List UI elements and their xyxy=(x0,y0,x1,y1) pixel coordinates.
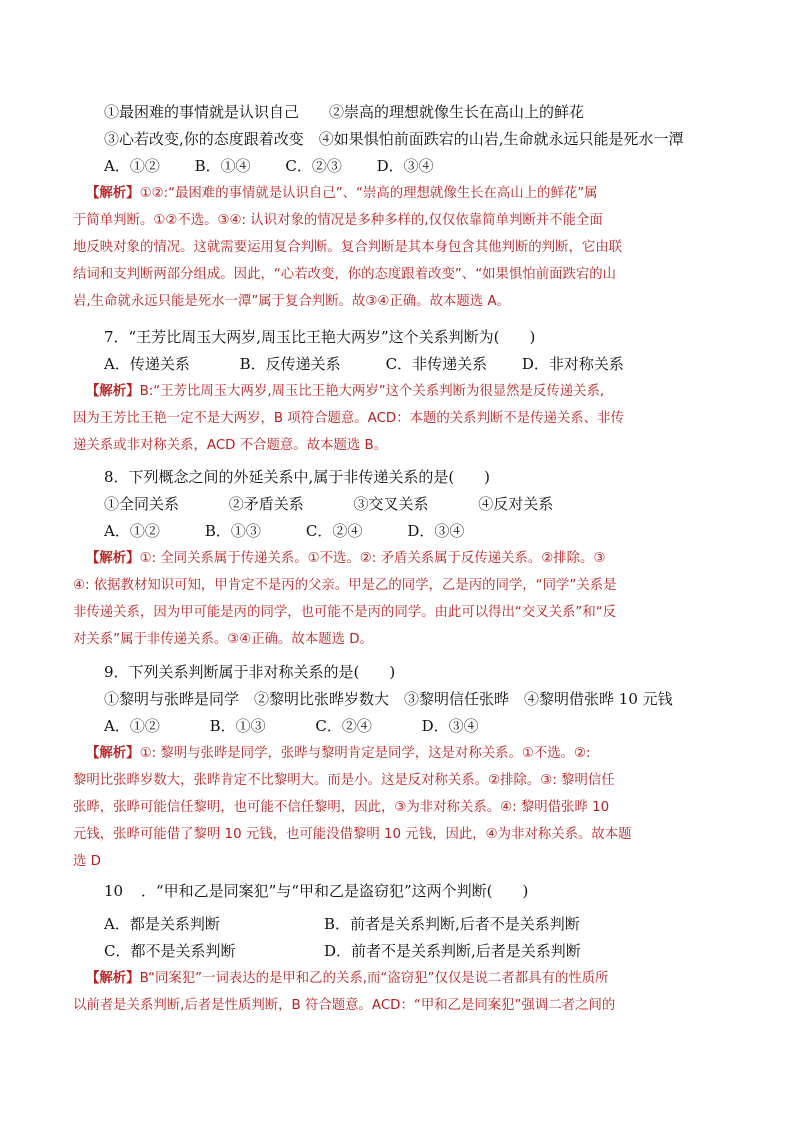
analysis-tag: 【解析】 xyxy=(86,384,140,399)
q7-choices: A．传递关系 B．反传递关系 C．非传递关系 D．非对称关系 xyxy=(104,355,624,373)
q8-stem: 8．下列概念之间的外延关系中,属于非传递关系的是( ) xyxy=(104,468,491,486)
q7-analysis-line-3: 递关系或非对称关系，ACD 不合题意。故本题选 B。 xyxy=(73,438,388,453)
q6-analysis-line-2: 于简单判断。①②不选。③④: 认识对象的情况是多种多样的,仅仅依靠简单判断并不能全面 xyxy=(73,213,603,228)
q7-analysis-line-1: 【解析】B:“王芳比周玉大两岁,周玉比王艳大两岁”这个关系判断为很显然是反传递关系, xyxy=(86,384,605,399)
q6-analysis-line-4: 结词和支判断两部分组成。因此，“心若改变，你的态度跟着改变”、“如果惧怕前面跌宕的山 xyxy=(73,267,617,282)
q6-analysis-line-1: 【解析】①②:“最困难的事情就是认识自己”、“崇高的理想就像生长在高山上的鲜花”属 xyxy=(86,186,598,201)
q10-choice-a: A．都是关系判断 xyxy=(104,915,220,933)
q8-analysis-line-3: 非传递关系，因为甲可能是丙的同学，也可能不是丙的同学。由此可以得出“交叉关系”和“反 xyxy=(73,605,617,620)
q10-stem: ．“甲和乙是同案犯”与“甲和乙是盗窃犯”这两个判断( ) xyxy=(141,882,529,900)
q9-analysis-line-4: 元钱，张晔可能借了黎明 10 元钱，也可能没借黎明 10 元钱，因此，④为非对称关系。故本题 xyxy=(73,827,632,842)
q6-analysis-line-5: 岩,生命就永远只能是死水一潭”属于复合判断。故③④正确。故本题选 A。 xyxy=(73,294,510,309)
q10-choice-b: B．前者是关系判断,后者不是关系判断 xyxy=(324,915,580,933)
q9-analysis-line-1: 【解析】①: 黎明与张晔是同学，张晔与黎明肯定是同学，这是对称关系。①不选。②: xyxy=(86,746,591,761)
q10-analysis-line-1: 【解析】B“同案犯”一词表达的是甲和乙的关系,而“盗窃犯”仅仅是说二者都具有的性质所 xyxy=(86,971,609,986)
q7-stem: 7．“王芳比周玉大两岁,周玉比王艳大两岁”这个关系判断为( ) xyxy=(104,328,536,346)
analysis-tag: 【解析】 xyxy=(86,186,140,201)
q6-analysis-line-3: 地反映对象的情况。这就需要运用复合判断。复合判断是其本身包含其他判断的判断，它由联 xyxy=(73,240,623,255)
q6-options-row1: ①最困难的事情就是认识自己 ②崇高的理想就像生长在高山上的鲜花 xyxy=(104,103,585,121)
q9-choices: A．①② B．①③ C．②④ D．③④ xyxy=(104,717,479,735)
q9-stem: 9．下列关系判断属于非对称关系的是( ) xyxy=(104,663,396,681)
q9-analysis-line-2: 黎明比张晔岁数大，张晔肯定不比黎明大。而是小。这是反对称关系。②排除。③: 黎明信任 xyxy=(73,773,615,788)
q8-analysis-line-4: 对关系”属于非传递关系。③④正确。故本题选 D。 xyxy=(73,632,373,647)
q8-analysis-line-2: ④: 依据教材知识可知，甲肯定不是丙的父亲。甲是乙的同学，乙是丙的同学，“同学”关系是 xyxy=(73,578,617,593)
q7-analysis-line-2: 因为王芳比王艳一定不是大两岁，B 项符合题意。ACD：本题的关系判断不是传递关系、非传 xyxy=(73,411,624,426)
q10-number: 10 xyxy=(104,882,124,900)
q8-analysis-line-1: 【解析】①: 全同关系属于传递关系。①不选。②: 矛盾关系属于反传递关系。②排除。③ xyxy=(86,551,606,566)
q9-analysis-line-3: 张晔，张晔可能信任黎明，也可能不信任黎明，因此，③为非对称关系。④: 黎明借张晔 10 xyxy=(73,800,610,815)
q6-choices: A．①② B．①④ C．②③ D．③④ xyxy=(104,157,434,175)
analysis-tag: 【解析】 xyxy=(86,551,140,566)
q8-choices: A．①② B．①③ C．②④ D．③④ xyxy=(104,522,465,540)
q8-options: ①全同关系 ②矛盾关系 ③交叉关系 ④反对关系 xyxy=(104,495,554,513)
q10-choice-d: D．前者不是关系判断,后者是关系判断 xyxy=(324,942,581,960)
analysis-tag: 【解析】 xyxy=(86,746,140,761)
q10-analysis-line-2: 以前者是关系判断,后者是性质判断，B 符合题意。ACD：“甲和乙是同案犯”强调二者之间的 xyxy=(73,998,616,1013)
analysis-tag: 【解析】 xyxy=(86,971,140,986)
q9-analysis-line-5: 选 D xyxy=(73,854,101,869)
q6-options-row2: ③心若改变,你的态度跟着改变 ④如果惧怕前面跌宕的山岩,生命就永远只能是死水一潭 xyxy=(104,130,684,148)
q10-choice-c: C．都不是关系判断 xyxy=(104,942,236,960)
q9-options: ①黎明与张晔是同学 ②黎明比张晔岁数大 ③黎明信任张晔 ④黎明借张晔 10 元钱 xyxy=(104,690,673,708)
